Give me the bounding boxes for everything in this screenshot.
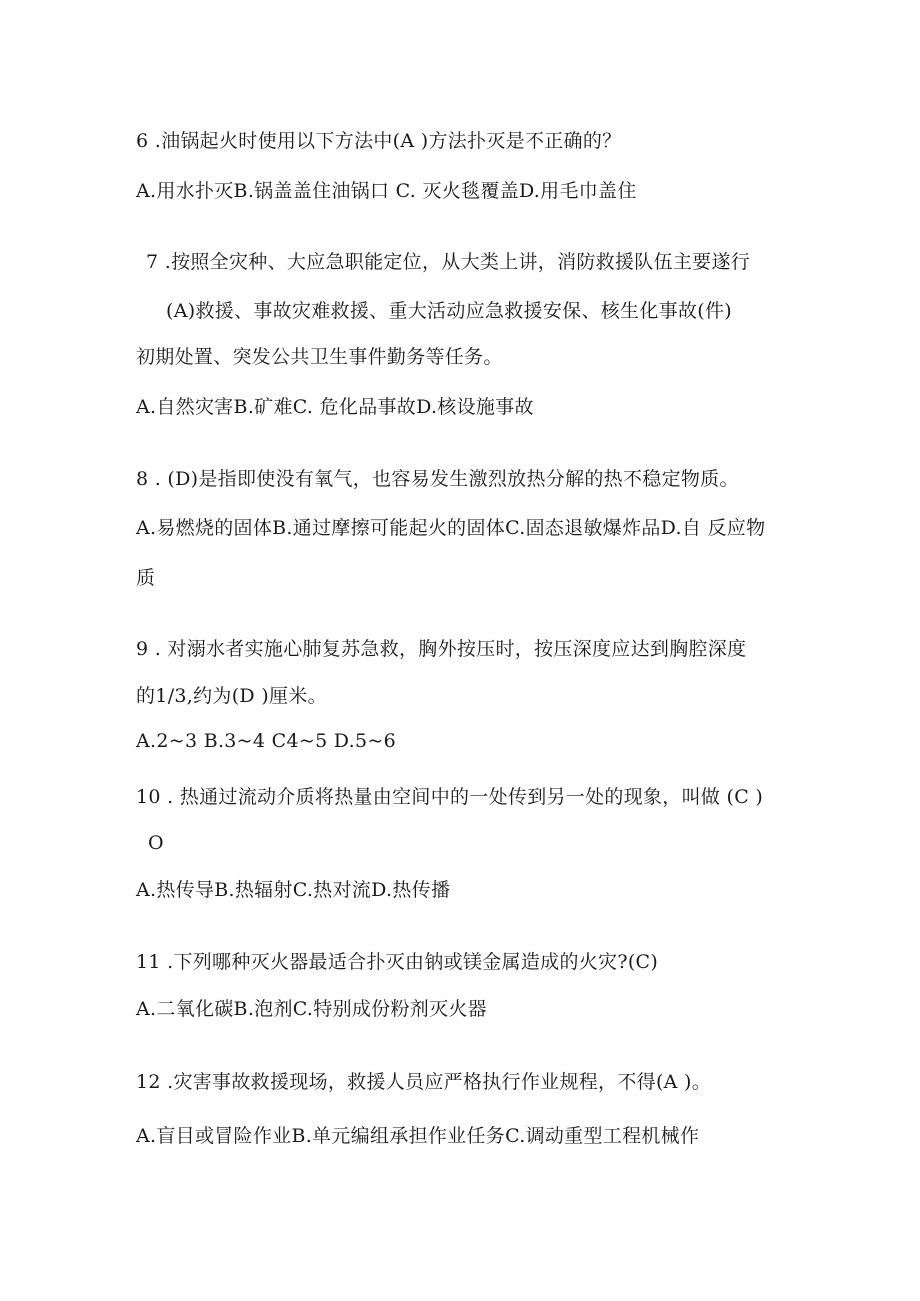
question-10-options: A.热传导B.热辐射C.热对流D.热传播 [136, 879, 451, 901]
question-8-options-line-1: A.易燃烧的固体B.通过摩擦可能起火的固体C.固态退敏爆炸品D.自 反应物 [136, 517, 766, 539]
question-10-text-line-1: 10 . 热通过流动介质将热量由空间中的一处传到另一处的现象，叫做 (C ) [136, 786, 764, 808]
question-8-options-line-2: 质 [136, 567, 156, 589]
question-9-options: A.2~3 B.3~4 C4~5 D.5~6 [136, 730, 397, 752]
question-10-text-line-2: O [148, 832, 164, 854]
question-7-text-line-1: 7 .按照全灾种、大应急职能定位，从大类上讲，消防救援队伍主要遂行 [146, 251, 751, 273]
question-7-text-line-3: 初期处置、突发公共卫生事件勤务等任务。 [136, 346, 503, 368]
question-11-text: 11 .下列哪种灭火器最适合扑灭由钠或镁金属造成的火灾?(C) [136, 951, 659, 973]
question-7-options: A.自然灾害B.矿难C. 危化品事故D.核设施事故 [136, 396, 534, 418]
question-6-options: A.用水扑灭B.锅盖盖住油锅口 C. 灭火毯覆盖D.用毛巾盖住 [136, 180, 637, 202]
question-9-text-line-1: 9 . 对溺水者实施心肺复苏急救，胸外按压时，按压深度应达到胸腔深度 [136, 638, 747, 660]
question-7-text-line-2: (A)救援、事故灾难救援、重大活动应急救援安保、核生化事故(件) [166, 300, 732, 322]
question-12-options: A.盲目或冒险作业B.单元编组承担作业任务C.调动重型工程机械作 [136, 1125, 700, 1147]
question-8-text: 8 . (D)是指即使没有氧气，也容易发生激烈放热分解的热不稳定物质。 [136, 468, 739, 490]
question-12-text: 12 .灾害事故救援现场，救援人员应严格执行作业规程，不得(A )。 [136, 1071, 712, 1093]
question-6-text: 6 .油锅起火时使用以下方法中(A )方法扑灭是不正确的？ [136, 130, 622, 152]
question-11-options: A.二氧化碳B.泡剂C.特别成份粉剂灭火器 [136, 998, 487, 1020]
question-9-text-line-2: 的1/3,约为(D )厘米。 [136, 685, 327, 707]
